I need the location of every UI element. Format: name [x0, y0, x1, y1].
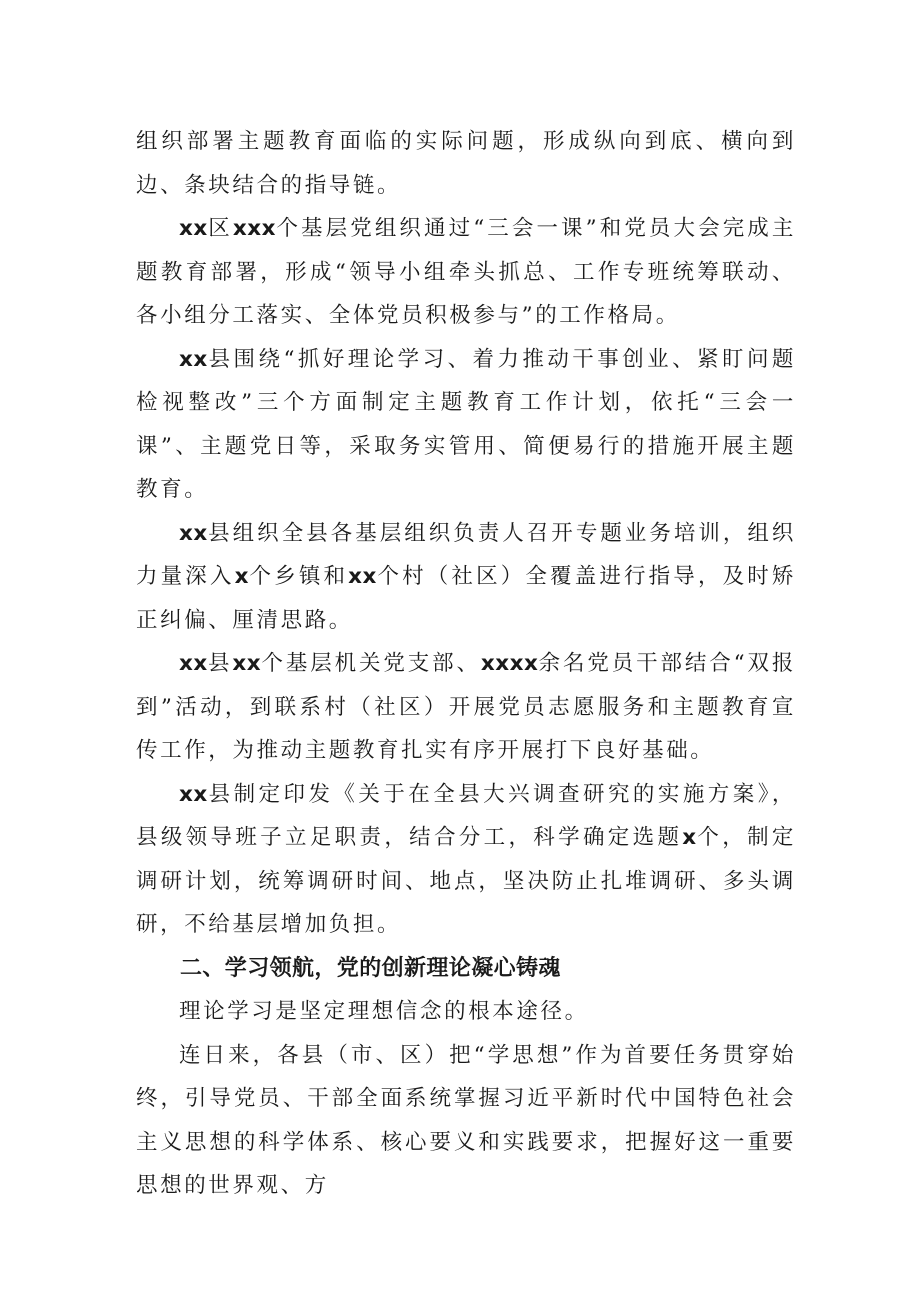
placeholder-text: xx — [179, 781, 208, 807]
placeholder-text: xxx — [232, 216, 276, 241]
paragraph-text: 县围绕“抓好理论学习、着力推动干事创业、紧盯问题检视整改”三个方面制定主题教育工作计划，依托“三会一课”、主题党日等，采取务实管用、简便易行的措施开展主题教育。 — [136, 346, 796, 502]
paragraph-xx-county-plan — [136, 338, 796, 512]
paragraph-text: 个基层机关党支部、 — [261, 651, 481, 676]
paragraph-text: 个基层党组织通过“三会一课”和党员大会完成主题教育部署，形成“领导小组牵头抓总、工作专班统筹联动、各小组分工落实、全体党员积极参与”的工作格局。 — [136, 216, 796, 328]
paragraph-text: 余名党员干部结合“双报到”活动，到联系村（社区）开展党员志愿服务和主题教育宣传工作，为推动主题教育扎实有序开展打下良好基础。 — [136, 651, 797, 763]
paragraph-xx-county-training — [136, 512, 796, 643]
paragraph-text: 组织部署主题教育面临的实际问题，形成纵向到底、横向到边、条块结合的指导链。 — [136, 129, 796, 198]
paragraph-text: 县 — [207, 651, 233, 676]
paragraph-text: 区 — [207, 216, 233, 241]
document-body — [136, 120, 796, 1208]
paragraph-continued — [136, 120, 796, 207]
placeholder-text: xx — [232, 651, 262, 676]
section-heading: 二、学习领航，党的创新理论凝心铸魂 — [180, 955, 561, 981]
paragraph-theory-study: 理论学习是坚定理想信念的根本途径。 — [179, 999, 589, 1024]
paragraph-xx-district — [136, 207, 796, 338]
placeholder-text: xx — [179, 216, 208, 241]
paragraph-text: 县组织全县各基层组织负责人召开专题业务培训，组织力量深入 — [136, 520, 796, 589]
paragraph-text: 县制定印发《关于在全县大兴调查研究的实施方案》，县级领导班子立足职责，结合分工，科学确定选题 — [136, 781, 796, 850]
placeholder-text: xx — [179, 346, 208, 372]
paragraph-text: 个乡镇和 — [249, 564, 349, 589]
paragraph-xx-county-volunteer — [136, 642, 796, 773]
placeholder-text: xx — [348, 564, 377, 589]
paragraph-xx-county-research — [136, 773, 796, 947]
placeholder-text: xx — [179, 520, 208, 546]
placeholder-text: xx — [179, 651, 208, 676]
paragraph-text: 个，制定调研计划，统筹调研时间、地点，坚决防止扎堆调研、多头调研，不给基层增加负担。 — [136, 825, 796, 937]
paragraph-text: 个村（社区）全覆盖进行指导，及时矫正纠偏、厘清思路。 — [136, 564, 797, 633]
placeholder-text: x — [682, 825, 697, 850]
placeholder-text: xxxx — [480, 651, 539, 676]
paragraph-recent-days: 连日来，各县（市、区）把“学思想”作为首要任务贯穿始终，引导党员、干部全面系统掌握习近平新时代中国特色社会主义思想的科学体系、核心要义和实践要求，把握好这一重要思想的世界观、方 — [136, 1042, 796, 1198]
placeholder-text: x — [234, 564, 249, 589]
